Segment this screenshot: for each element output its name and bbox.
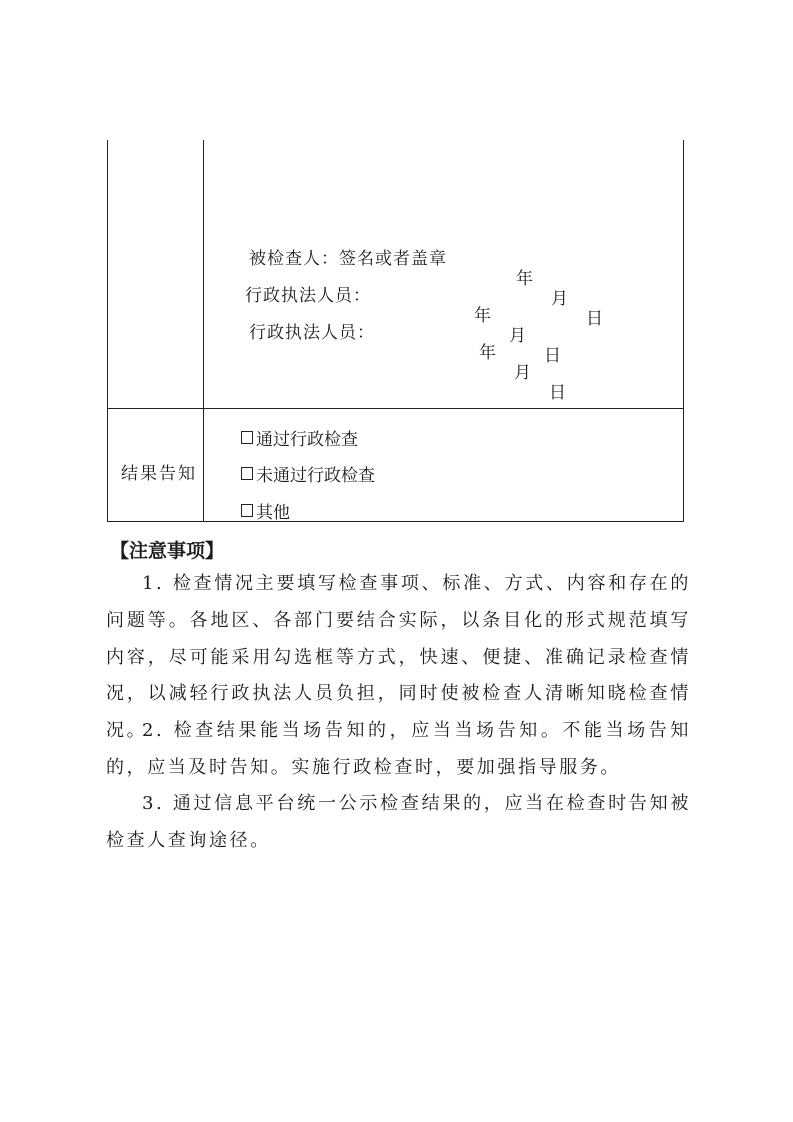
month-label: 月	[509, 326, 527, 346]
note-item-3: 3. 通过信息平台统一公示检查结果的，应当在检查时告知被检查人查询途径。	[106, 793, 691, 851]
option-label: 通过行政检查	[256, 430, 358, 450]
year-label: 年	[474, 306, 492, 326]
signature-label: 被检查人：签名或者盖章	[249, 249, 447, 269]
table-row-divider	[107, 408, 684, 409]
day-label: 日	[544, 346, 562, 366]
option-label: 未通过行政检查	[256, 466, 375, 486]
option-label: 其他	[256, 503, 290, 523]
signature-line-officer-2	[249, 303, 567, 423]
result-notification-label: 结果告知	[121, 464, 197, 484]
note-item-1: 1. 检查情况主要填写检查事项、标准、方式、内容和存在的问题等。各地区、各部门要结合实际，以条目化的形式规范填写内容，尽可能采用勾选框等方式，快速、便捷、准确记录检查情况，以减轻行政执法人员负担，同时使被检查人清晰知晓检查情况。	[106, 573, 691, 742]
table-border-bottom	[107, 521, 684, 522]
signature-label: 行政执法人员：	[249, 323, 375, 343]
checkbox-icon[interactable]	[241, 504, 253, 517]
checkbox-icon[interactable]	[241, 467, 253, 480]
day-label: 日	[549, 383, 567, 403]
option-failed[interactable]	[241, 461, 375, 486]
table-border-left	[107, 140, 108, 522]
notes-title: 【注意事项】	[110, 540, 225, 562]
table-border-right	[683, 140, 684, 522]
month-label: 月	[514, 363, 532, 383]
option-passed[interactable]	[241, 425, 358, 450]
month-label: 月	[551, 289, 569, 309]
table-column-divider	[203, 140, 204, 522]
signature-label: 行政执法人员：	[245, 286, 371, 306]
checkbox-icon[interactable]	[241, 431, 253, 444]
option-other[interactable]	[241, 498, 290, 523]
day-label: 日	[586, 309, 604, 329]
year-label: 年	[479, 343, 497, 363]
note-item-2: 2. 检查结果能当场告知的，应当当场告知。不能当场告知的，应当及时告知。实施行政检查时，要加强指导服务。	[106, 720, 691, 778]
year-label: 年	[516, 269, 534, 289]
inspection-form-table	[107, 140, 684, 522]
